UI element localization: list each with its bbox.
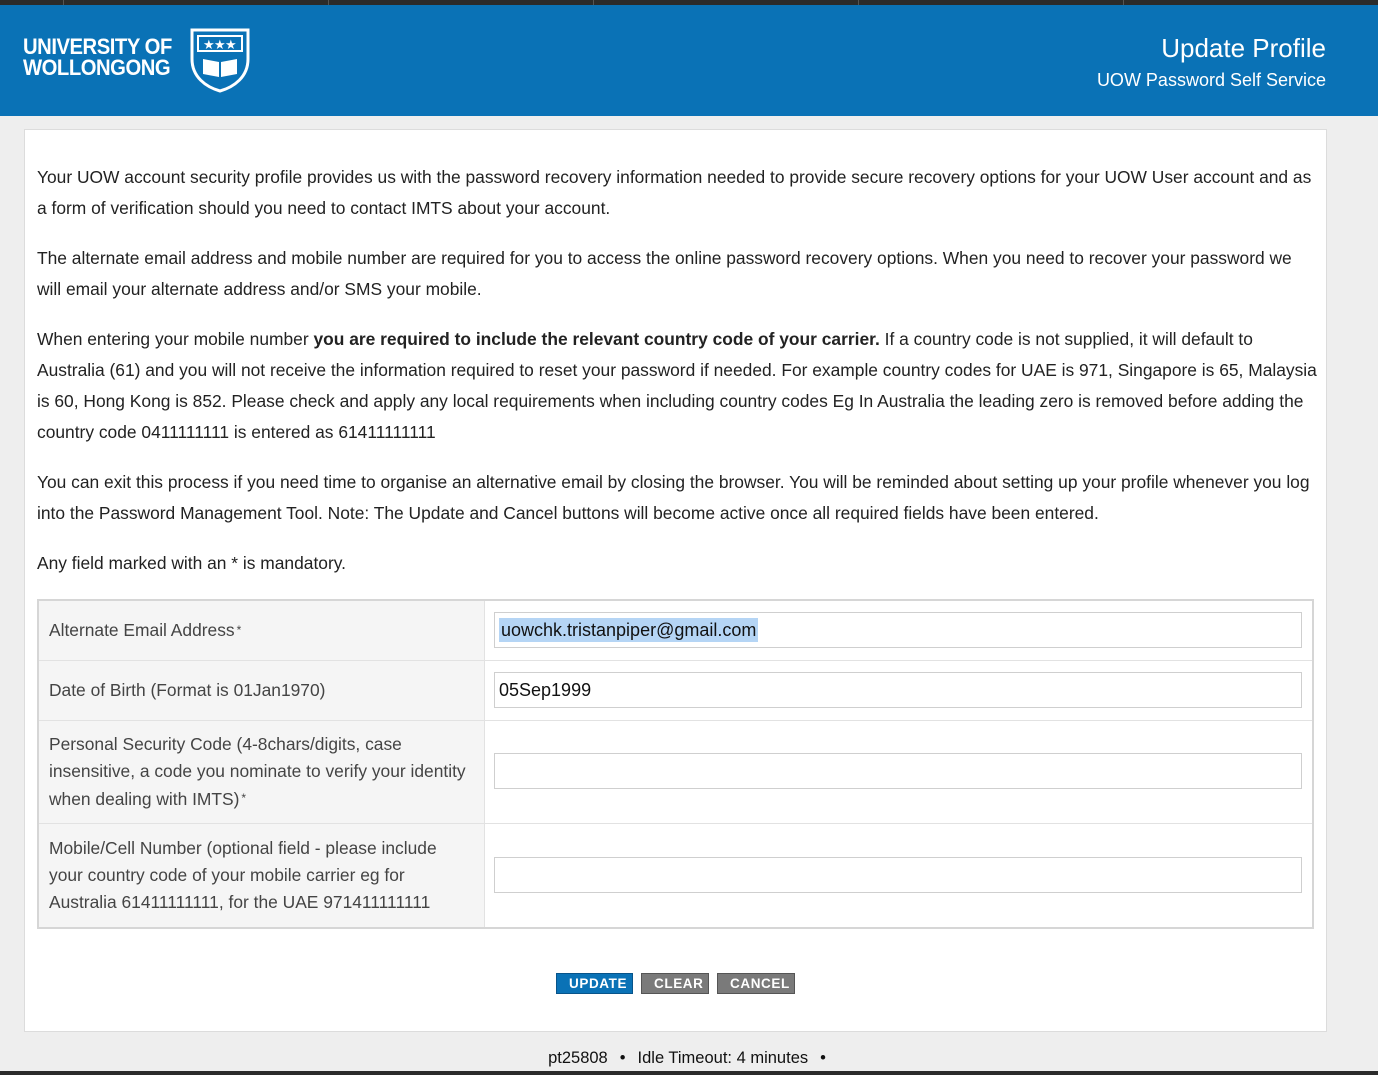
required-mark: * [241, 791, 247, 805]
idle-timeout-text: Idle Timeout: 4 minutes [637, 1049, 809, 1067]
university-logo[interactable] [23, 27, 237, 97]
mandatory-note: Any field marked with an * is mandatory. [37, 553, 346, 573]
svg-text:★: ★ [225, 38, 237, 53]
mobile-row [39, 824, 1312, 927]
dob-row [39, 661, 1312, 721]
mobile-number-input[interactable] [494, 857, 1302, 893]
intro-p3-emphasis: you are required to include the relevant country code of your carrier. [313, 329, 880, 349]
alternate-email-input[interactable] [494, 612, 1302, 648]
email-label-text: Alternate Email Address [49, 620, 235, 640]
separator-dot: • [619, 1049, 626, 1067]
page-title: Update Profile [1161, 33, 1326, 63]
security-code-label-text: Personal Security Code (4-8chars/digits, case insensitive, a code you nominate to verify your identity when dealing with IMTS) [49, 734, 466, 809]
date-of-birth-input[interactable] [494, 672, 1302, 708]
dob-label-text: Date of Birth (Format is 01Jan1970) [49, 680, 326, 700]
profile-form [37, 599, 1314, 929]
page-header [0, 5, 1378, 116]
intro-p3-end: If a country code is not supplied, it will default to Australia (61) and you will not receive the information required to reset your password if needed. For example country codes for UAE is 971, Singapore is 65, Malaysia is 60, Hong Kong is 852. Please check and apply any local requirements when including country codes Eg In Australia the leading zero is removed before adding the country code 0411111111 is entered as 61411111111 [37, 329, 1317, 442]
intro-p3-start: When entering your mobile number [37, 329, 314, 349]
dob-input-cell [485, 661, 1312, 720]
security-code-label [39, 721, 485, 823]
header-title-block [1097, 31, 1326, 93]
bottom-strip [0, 1071, 1378, 1075]
required-mark: * [236, 623, 242, 637]
cancel-button[interactable]: CANCEL [717, 973, 795, 994]
update-button[interactable]: UPDATE [556, 973, 633, 994]
mobile-label-text: Mobile/Cell Number (optional field - please include your country code of your mobile carrier eg for Australia 61411111111, for the UAE 971411111111 [49, 838, 437, 912]
clear-button[interactable]: CLEAR [641, 973, 709, 994]
content-panel [24, 129, 1327, 1032]
svg-text:★: ★ [214, 38, 226, 53]
logo-text [23, 36, 172, 78]
intro-paragraph-4: You can exit this process if you need time to organise an alternative email by closing the browser. You will be reminded about setting up your profile whenever you log into the Password Management Tool. Note: The Update and Cancel buttons will become active once all required fields have been entered. [37, 472, 1310, 523]
security-code-input-cell [485, 721, 1312, 823]
mobile-label [39, 824, 485, 927]
email-row [39, 601, 1312, 661]
status-footer [0, 1046, 1378, 1070]
security-code-input[interactable] [494, 753, 1302, 789]
intro-text [37, 162, 1317, 598]
logo-line-2: WOLLONGONG [23, 55, 171, 80]
email-label [39, 601, 485, 660]
intro-paragraph-2: The alternate email address and mobile number are required for you to access the online password recovery options. When you need to recover your password we will email your alternate address and/or SMS your mobile. [37, 248, 1292, 299]
username-text: pt25808 [548, 1049, 608, 1067]
form-buttons [556, 973, 795, 994]
security-code-row [39, 721, 1312, 824]
logo-line-1: UNIVERSITY OF [23, 34, 172, 59]
intro-paragraph-1: Your UOW account security profile provides us with the password recovery information needed to provide secure recovery options for your UOW User account and as a form of verification should you need to contact IMTS about your account. [37, 167, 1312, 218]
mobile-input-cell [485, 824, 1312, 927]
page-subtitle: UOW Password Self Service [1096, 70, 1326, 90]
shield-crest-icon [189, 27, 251, 93]
security-code-label-wrap [49, 731, 474, 813]
separator-dot: • [820, 1049, 826, 1067]
email-input-cell [485, 601, 1312, 660]
intro-paragraph-3 [37, 324, 1317, 448]
svg-text:★: ★ [203, 38, 215, 53]
dob-label [39, 661, 485, 720]
email-selected-value: uowchk.tristanpiper@gmail.com [501, 620, 757, 640]
